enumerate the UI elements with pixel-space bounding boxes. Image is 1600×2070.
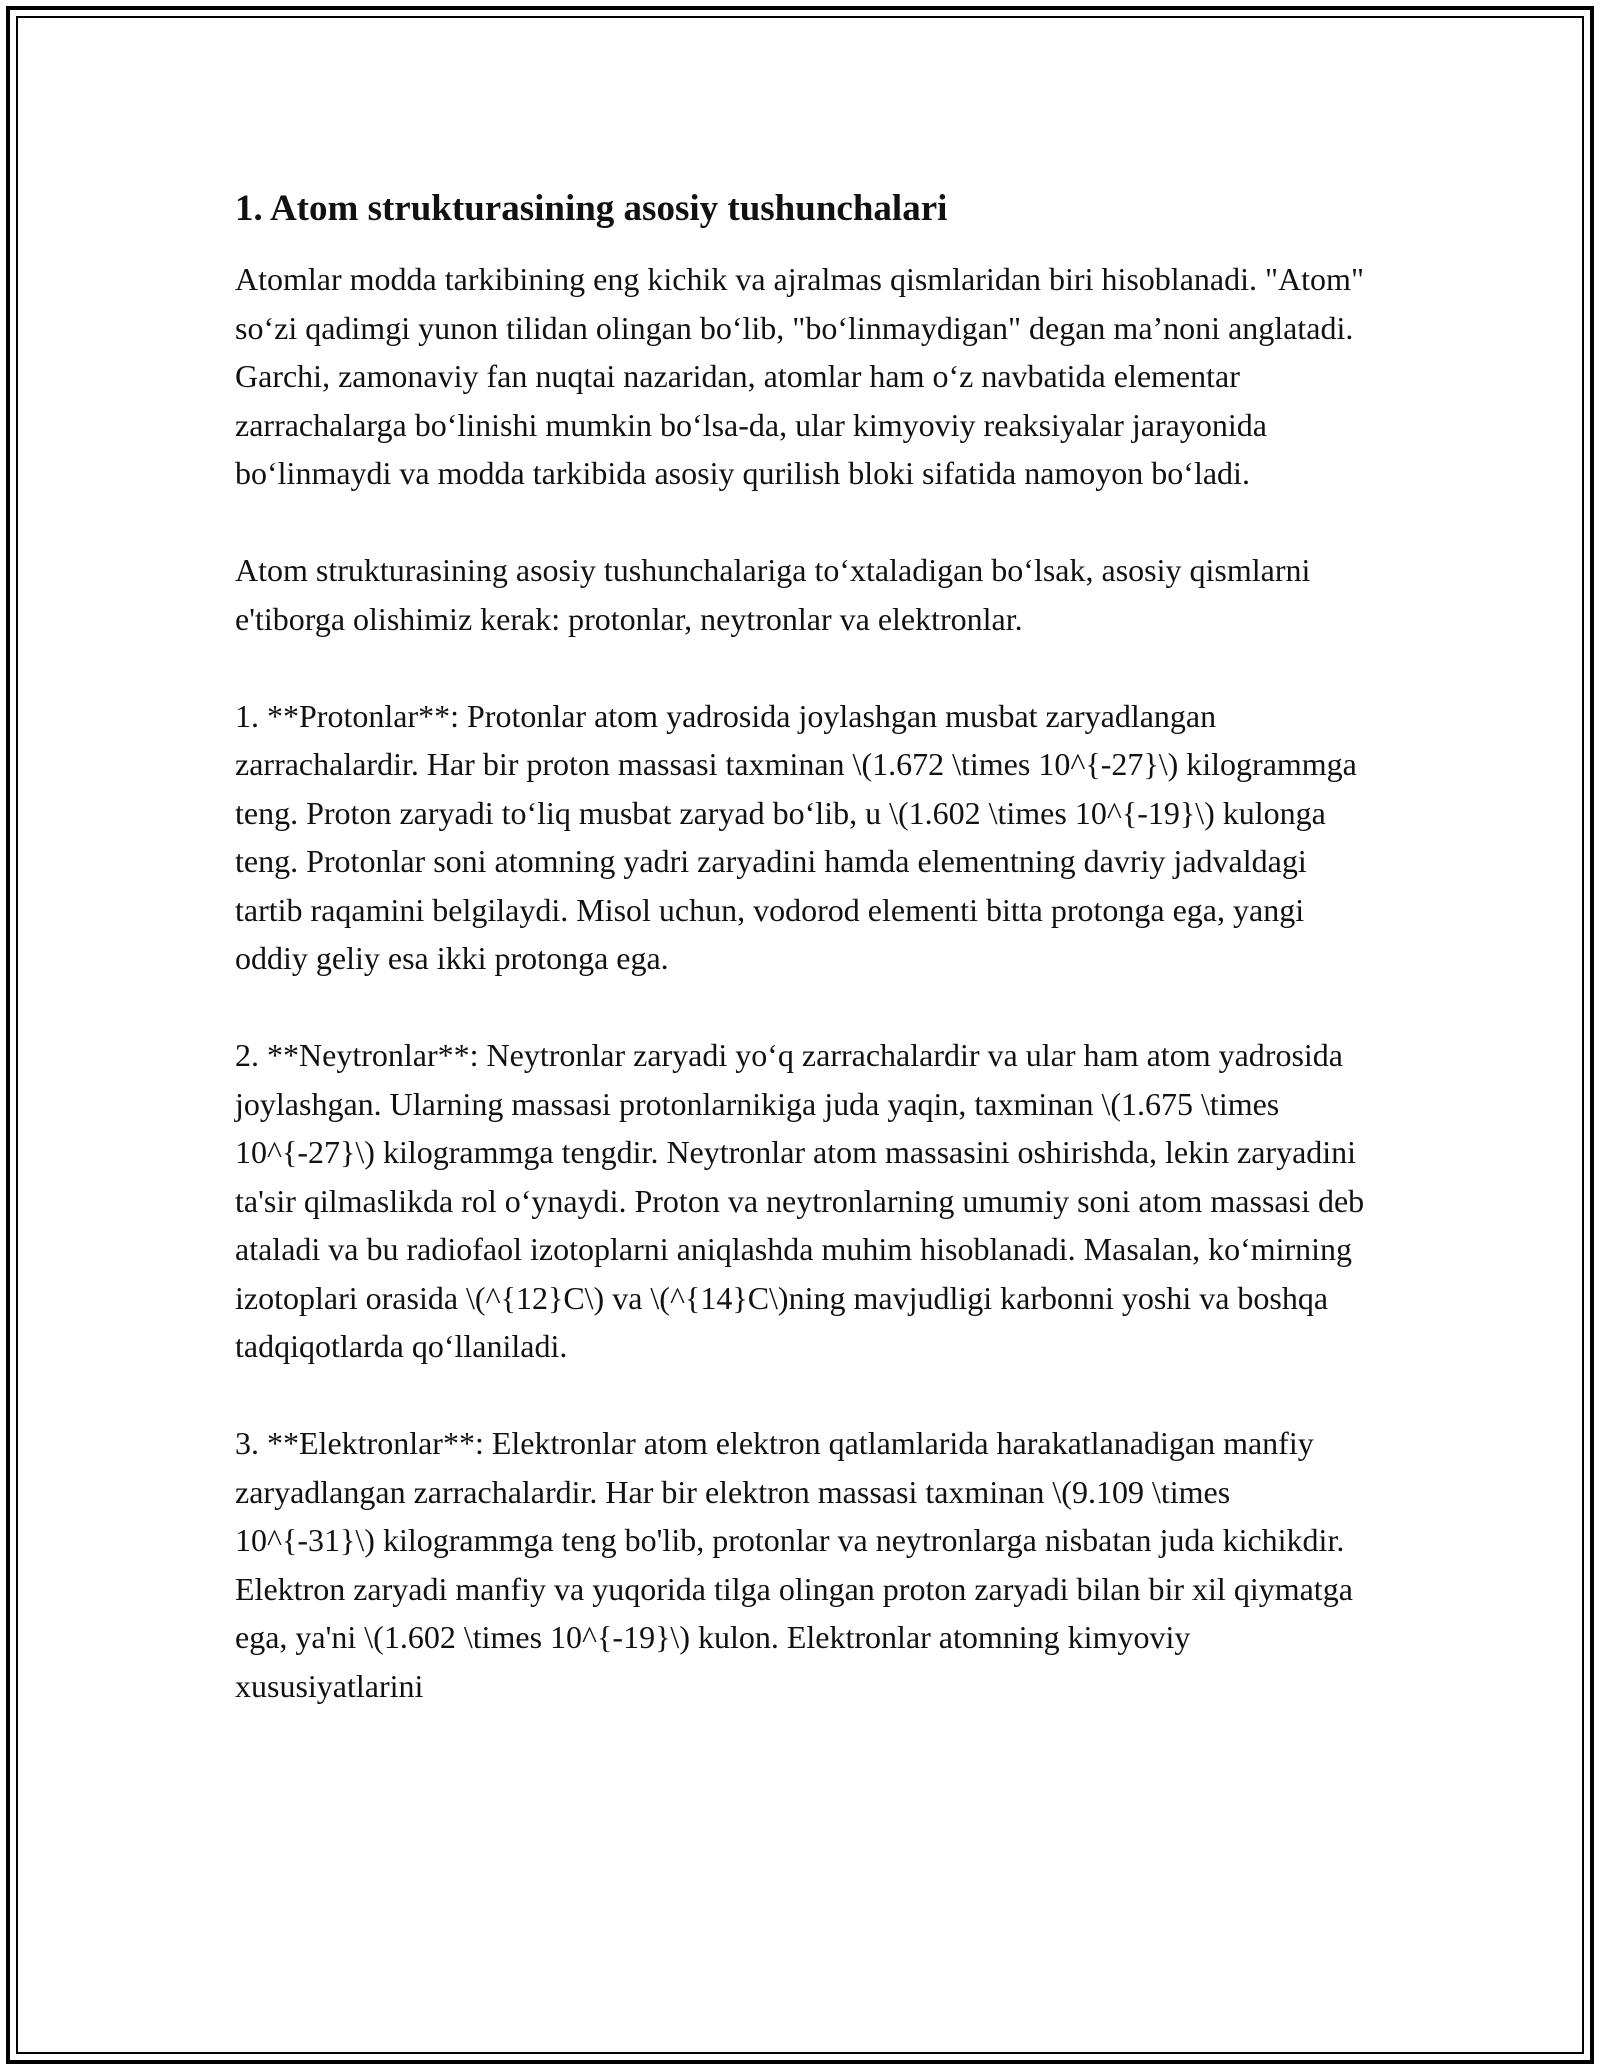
paragraph-electrons: 3. **Elektronlar**: Elektronlar atom elektron qatlamlarida harakatlanadigan manfiy zaryadlangan zarrachalardir. Har bir elektron massasi taxminan \(9.109 \times 10^{-31}\) kilogrammga teng bo'lib, protonlar va neytronlarga nisbatan juda kichikdir. Elektron zaryadi manfiy va yuqorida tilga olingan proton zaryadi bilan bir xil qiymatga ega, ya'ni \(1.602 \times 10^{-19}\) kulon. Elektronlar atomning kimyoviy xususiyatlarini [235,1425,1353,1704]
section-heading: 1. Atom strukturasining asosiy tushunchalari [235,188,948,229]
paragraph-overview: Atom strukturasining asosiy tushunchalariga to‘xtaladigan bo‘lsak, asosiy qismlarni e'tiborga olishimiz kerak: protonlar, neytronlar va elektronlar. [235,552,1311,637]
document-body [235,185,1370,1759]
paragraph-intro: Atomlar modda tarkibining eng kichik va ajralmas qismlaridan biri hisoblanadi. "Atom" so‘zi qadimgi yunon tilidan olingan bo‘lib, "bo‘linmaydigan" degan ma’noni anglatadi. Garchi, zamonaviy fan nuqtai nazaridan, atomlar ham o‘z navbatida elementar zarrachalarga bo‘linishi mumkin bo‘lsa-da, ular kimyoviy reaksiyalar jarayonida bo‘linmaydi va modda tarkibida asosiy qurilish bloki sifatida namoyon bo‘ladi. [235,261,1364,491]
paragraph-neutrons: 2. **Neytronlar**: Neytronlar zaryadi yo‘q zarrachalardir va ular ham atom yadrosida joylashgan. Ularning massasi protonlarnikiga juda yaqin, taxminan \(1.675 \times 10^{-27}\) kilogrammga tengdir. Neytronlar atom massasini oshirishda, lekin zaryadini ta'sir qilmaslikda rol o‘ynaydi. Proton va neytronlarning umumiy soni atom massasi deb ataladi va bu radiofaol izotoplarni aniqlashda muhim hisoblanadi. Masalan, ko‘mirning izotoplari orasida \(^{12}C\) va \(^{14}C\)ning mavjudligi karbonni yoshi va boshqa tadqiqotlarda qo‘llaniladi. [235,1037,1365,1364]
paragraph-protons: 1. **Protonlar**: Protonlar atom yadrosida joylashgan musbat zaryadlangan zarrachalardir. Har bir proton massasi taxminan \(1.672 \times 10^{-27}\) kilogrammga teng. Proton zaryadi to‘liq musbat zaryad bo‘lib, u \(1.602 \times 10^{-19}\) kulonga teng. Protonlar soni atomning yadri zaryadini hamda elementning davriy jadvaldagi tartib raqamini belgilaydi. Misol uchun, vodorod elementi bitta protonga ega, yangi oddiy geliy esa ikki protonga ega. [235,697,1357,976]
